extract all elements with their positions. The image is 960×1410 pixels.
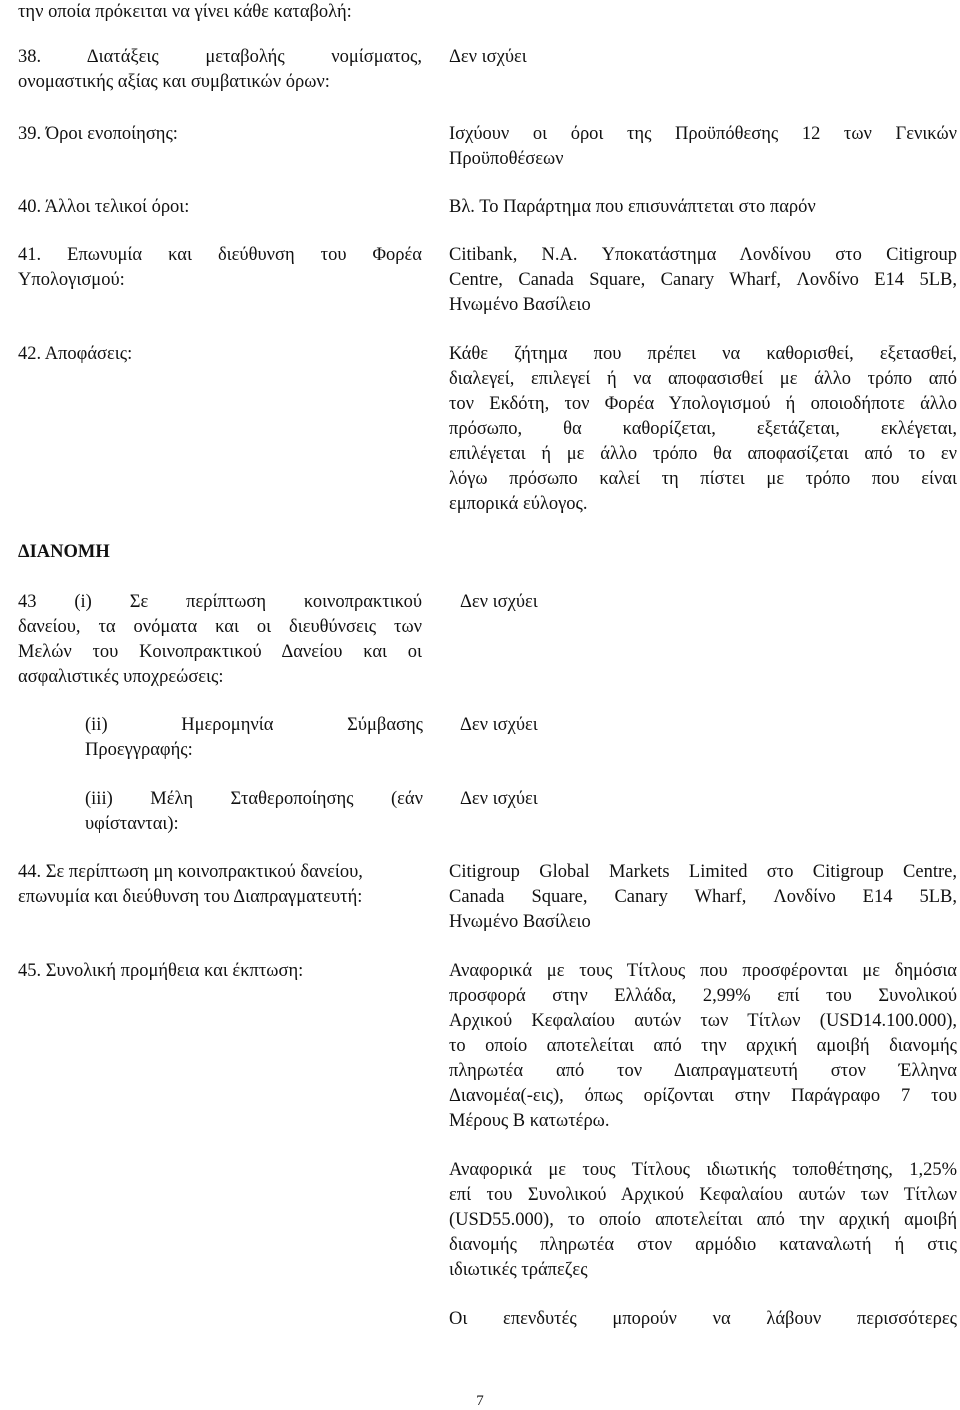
item-42-value-line: πρόσωπο, θα καθορίζεται, εξετάζεται, εκλέγεται, <box>449 419 957 439</box>
item-45-para3-line: Οι επενδυτές μπορούν να λάβουν περισσότερες <box>449 1309 957 1329</box>
item-44-label-line2: επωνυμία και διεύθυνση του Διαπραγματευτή: <box>18 887 363 907</box>
item-45-para2-line: Αναφορικά με τους Τίτλους ιδιωτικής τοποθέτησης, 1,25% <box>449 1160 957 1180</box>
item-38-value: Δεν ισχύει <box>449 47 527 67</box>
item-43ii-label-line1: (ii) Ημερομηνία Σύμβασης <box>85 715 423 735</box>
item-40-value: Βλ. Το Παράρτημα που επισυνάπτεται στο παρόν <box>449 197 816 217</box>
intro-line: την οποία πρόκειται να γίνει κάθε καταβολή: <box>18 2 352 22</box>
item-38-label-line2: ονομαστικής αξίας και συμβατικών όρων: <box>18 72 330 92</box>
item-45-para1-line: προσφορά στην Ελλάδα, 2,99% επί του Συνολικού <box>449 986 957 1006</box>
page-number: 7 <box>476 1393 484 1409</box>
item-41-label-line1: 41. Επωνυμία και διεύθυνση του Φορέα <box>18 245 422 265</box>
item-41-value-line1: Citibank, N.A. Υποκατάστημα Λονδίνου στο Citigroup <box>449 245 957 265</box>
item-45-para1-line: το οποίο αποτελείται από την αρχική αμοιβή διανομής <box>449 1036 957 1056</box>
item-45-para1-line: Διανομέα(-εις), όπως ορίζονται στην Παράγραφο 7 του <box>449 1086 957 1106</box>
item-43-label-line: δανείου, τα ονόματα και οι διευθύνσεις των <box>18 617 422 637</box>
item-42-value-line: διαλεγεί, επιλεγεί ή να αποφασισθεί με άλλο τρόπο από <box>449 369 957 389</box>
item-45-para2-line: (USD55.000), το οποίο αποτελείται από την αρχική αμοιβή <box>449 1210 957 1230</box>
item-45-para1-line: Αναφορικά με τους Τίτλους που προσφέρονται με δημόσια <box>449 961 957 981</box>
item-43-label-line: Μελών του Κοινοπρακτικού Δανείου και οι <box>18 642 422 662</box>
item-44-value-line3: Ηνωμένο Βασίλειο <box>449 912 591 932</box>
item-39-value-line1: Ισχύουν οι όροι της Προϋπόθεσης 12 των Γενικών <box>449 124 957 144</box>
item-45-para2-line: ιδιωτικές τράπεζες <box>449 1260 588 1280</box>
item-45-para2-line: επί του Συνολικού Αρχικού Κεφαλαίου αυτών των Τίτλων <box>449 1185 957 1205</box>
item-45-label: 45. Συνολική προμήθεια και έκπτωση: <box>18 961 304 981</box>
item-42-value-line: επιλέγεται ή με άλλο τρόπο θα αποφασίζεται από το εν <box>449 444 957 464</box>
item-41-value-line2: Centre, Canada Square, Canary Wharf, Λονδίνο E14 5LB, <box>449 270 957 290</box>
item-45-para1-line: Αρχικού Κεφαλαίου αυτών των Τίτλων (USD14.100.000), <box>449 1011 957 1031</box>
item-43-label-line: ασφαλιστικές υποχρεώσεις: <box>18 667 224 687</box>
item-39-label: 39. Όροι ενοποίησης: <box>18 124 178 144</box>
item-42-value-line: Κάθε ζήτημα που πρέπει να καθορισθεί, εξετασθεί, <box>449 344 957 364</box>
item-43iii-label-line1: (iii) Μέλη Σταθεροποίησης (εάν <box>85 789 423 809</box>
item-42-value-line: τον Εκδότη, τον Φορέα Υπολογισμού ή οποιοδήποτε άλλο <box>449 394 957 414</box>
section-heading: ΔΙΑΝΟΜΗ <box>18 542 110 562</box>
item-45-para1-line: Μέρους Β κατωτέρω. <box>449 1111 610 1131</box>
item-43iii-label-line2: υφίστανται): <box>85 814 179 834</box>
item-45-para1-line: πληρωτέα από τον Διαπραγματευτή στον Έλληνα <box>449 1061 957 1081</box>
item-42-label: 42. Αποφάσεις: <box>18 344 133 364</box>
item-41-value-line3: Ηνωμένο Βασίλειο <box>449 295 591 315</box>
item-42-value-line: εμπορικά εύλογος. <box>449 494 588 514</box>
item-43ii-value: Δεν ισχύει <box>460 715 538 735</box>
item-44-value-line1: Citigroup Global Markets Limited στο Citigroup Centre, <box>449 862 957 882</box>
item-45-para2-line: διανομής πληρωτέα στον αρμόδιο καταναλωτή ή στις <box>449 1235 957 1255</box>
item-43ii-label-line2: Προεγγραφής: <box>85 740 193 760</box>
item-39-value-line2: Προϋποθέσεων <box>449 149 564 169</box>
item-38-label-line1: 38. Διατάξεις μεταβολής νομίσματος, <box>18 47 422 67</box>
item-41-label-line2: Υπολογισμού: <box>18 270 125 290</box>
item-44-label-line1: 44. Σε περίπτωση μη κοινοπρακτικού δανείου, <box>18 862 363 882</box>
item-44-value-line2: Canada Square, Canary Wharf, Λονδίνο E14 5LB, <box>449 887 957 907</box>
item-43iii-value: Δεν ισχύει <box>460 789 538 809</box>
item-42-value-line: λόγω πρόσωπο καλεί τη πίστει με τρόπο που είναι <box>449 469 957 489</box>
item-43-label-line: 43 (i) Σε περίπτωση κοινοπρακτικού <box>18 592 422 612</box>
item-43-value: Δεν ισχύει <box>460 592 538 612</box>
item-40-label: 40. Άλλοι τελικοί όροι: <box>18 197 190 217</box>
